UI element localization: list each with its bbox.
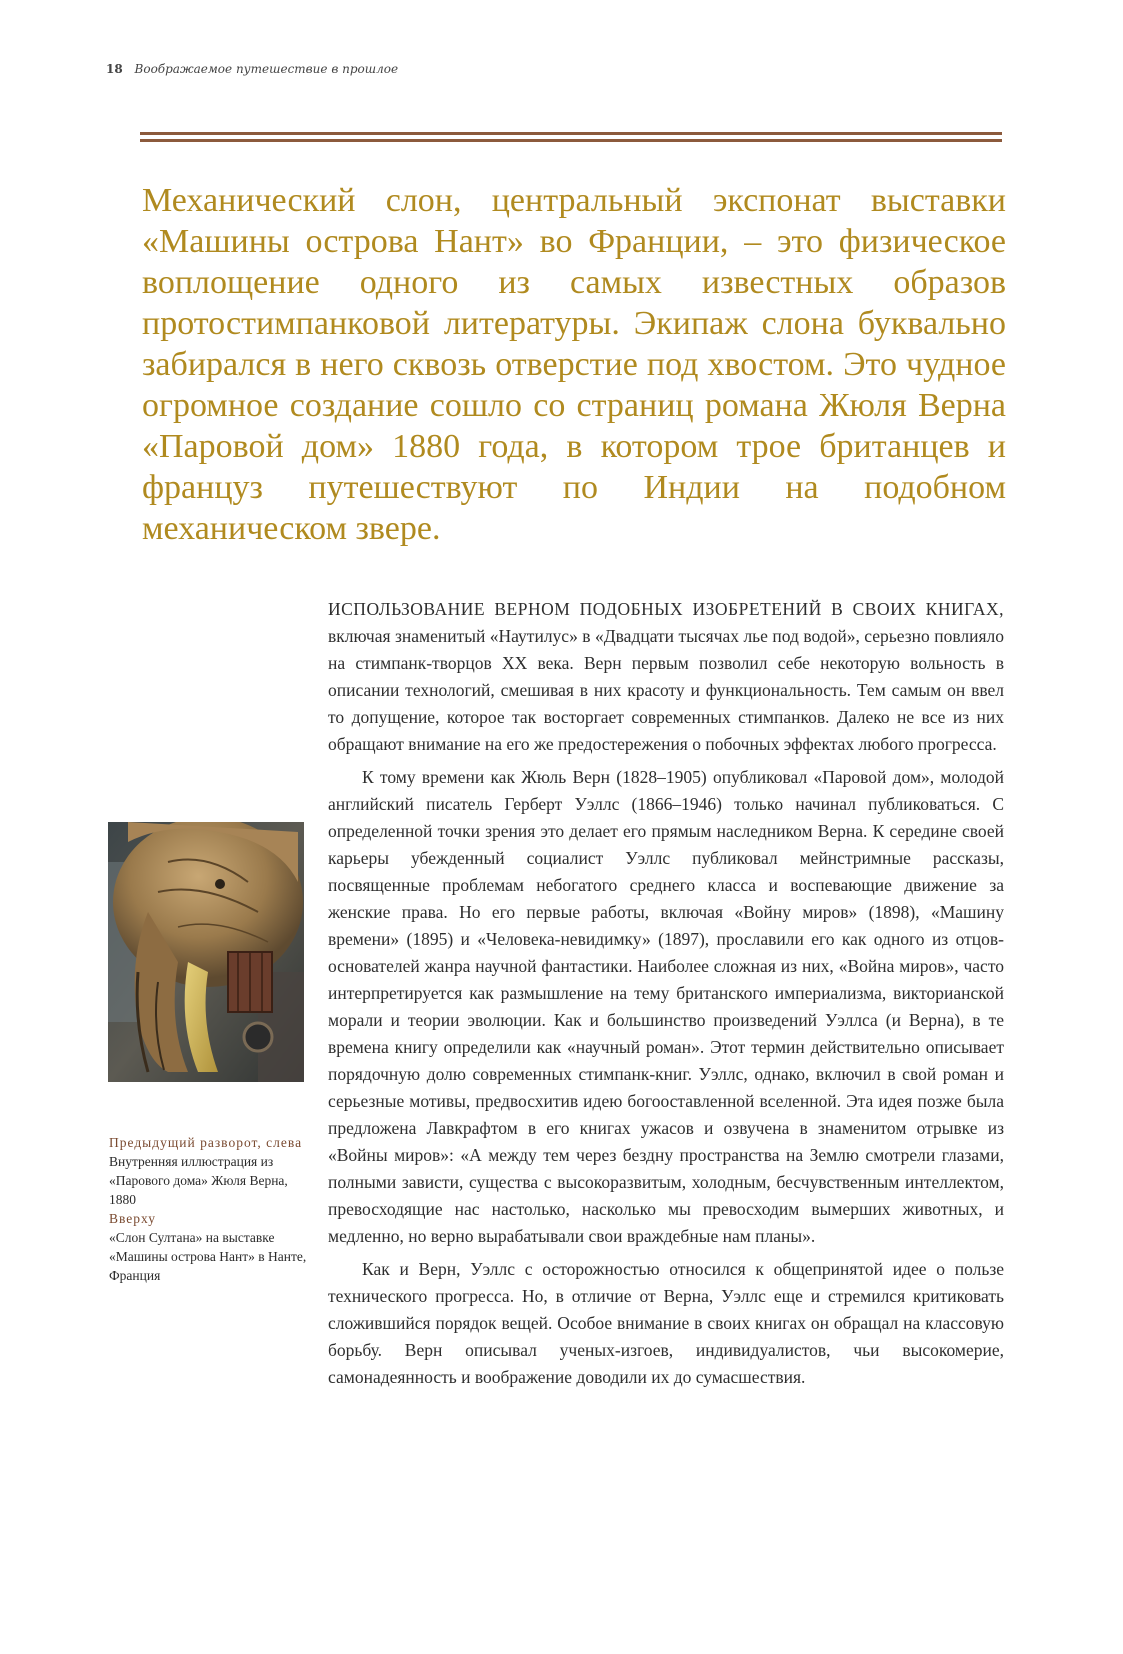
body-paragraph-2: К тому времени как Жюль Верн (1828–1905) опубликовал «Паровой дом», молодой английский писатель Герберт Уэллс (1866–1946) только начинал публиковаться. С определенной точки зрения это делает его прямым наследником Верна. К середине своей карьеры убежденный социалист Уэллс публиковал мейнстримные рассказы, посвященные проблемам небогатого среднего класса и воспевающие движение за женские права. Но его первые работы, включая «Войну миров» (1898), «Машину времени» (1895) и «Человека-невидимку» (1897), прославили его как одного из отцов-основателей жанра научной фантастики. Наиболее сложная из них, «Война миров», часто интерпретируется как размышление на тему британского империализма, викторианской морали и теории эволюции. Как и большинство произведений Уэллса (и Верна), в те времена книгу определили как «научный роман». Этот термин действительно описывает порядочную долю современных стимпанк-книг. Уэллс, однако, включил в свой роман и серьезные мотивы, предвосхитив идею богооставленной вселенной. Эта идея позже была предложена Лавкрафтом в его книгах ужасов и озвучена в знаменитом отрывке из «Войны миров»: «А между тем через бездну пространства на Землю смотрели глазами, полными зависти, существа с высокоразвитым, холодным, бесчувственным интеллектом, превосходящие нас настолько, насколько мы превосходим вымерших животных, и медленно, но верно вырабатывали свои враждебные нам планы». (328, 767, 1004, 1246)
body-paragraph-1-caps: ИСПОЛЬЗОВАНИЕ ВЕРНОМ ПОДОБНЫХ ИЗОБРЕТЕНИЙ В СВОИХ КНИГАХ, (328, 599, 1004, 619)
body-paragraph-1 (328, 596, 1004, 758)
elephant-photo-drawing (108, 822, 304, 1082)
decorative-ornament-band (140, 131, 1002, 145)
running-header (106, 62, 398, 76)
running-title: Воображаемое путешествие в прошлое (134, 62, 399, 76)
body-text (328, 596, 1004, 1391)
page-number: 18 (106, 62, 123, 76)
caption-text-above: «Слон Султана» на выставке «Машины острова Нант» в Нанте, Франция (109, 1230, 307, 1283)
mechanical-elephant-photo (108, 822, 304, 1082)
photo-caption (109, 1133, 309, 1285)
caption-text-previous-spread: Внутренняя иллюстрация из «Парового дома» Жюля Верна, 1880 (109, 1154, 288, 1207)
lead-quote: Механический слон, центральный экспонат выставки «Машины острова Нант» во Франции, – это физическое воплощение одного из самых известных образов протостимпанковой литературы. Экипаж слона буквально забирался в него сквозь отверстие под хвостом. Это чудное огромное создание сошло со страниц романа Жюля Верна «Паровой дом» 1880 года, в котором трое британцев и француз путешествуют по Индии на подобном механическом звере. (142, 182, 1006, 547)
caption-label-above: Вверху (109, 1211, 157, 1226)
body-paragraph-3: Как и Верн, Уэллс с осторожностью относился к общепринятой идее о пользе технического прогресса. Но, в отличие от Верна, Уэллс еще и стремился критиковать сложившийся порядок вещей. Особое внимание в своих книгах он обращал на классовую борьбу. Верн описывал ученых-изгоев, индивидуалистов, чьи высокомерие, самонадеянность и воображение доводили их до сумасшествия. (328, 1259, 1004, 1387)
caption-label-previous-spread: Предыдущий разворот, слева (109, 1135, 303, 1150)
body-paragraph-1-rest: включая знаменитый «Наутилус» в «Двадцати тысячах лье под водой», серьезно повлияло на стимпанк-творцов XX века. Верн первым позволил себе некоторую вольность в описании технологий, смешивая в них красоту и функциональность. Тем самым он ввел то допущение, которое так восторгает современных стимпанков. Далеко не все из них обращают внимание на его же предостережения о побочных эффектах любого прогресса. (328, 626, 1004, 754)
